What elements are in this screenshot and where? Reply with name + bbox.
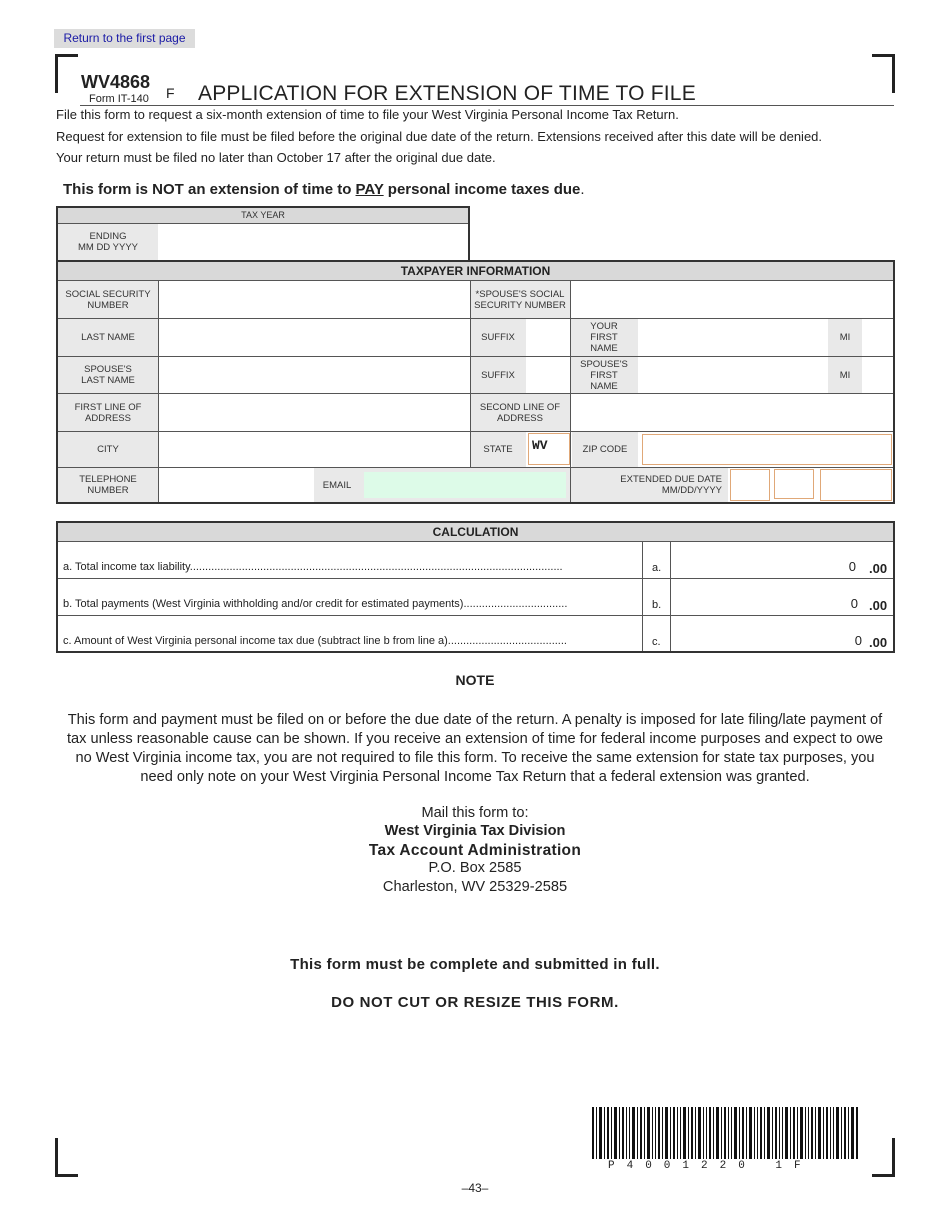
due-date-year-input[interactable]	[820, 469, 892, 501]
calc-line-c-letter: c.	[652, 636, 661, 648]
address1-input[interactable]	[158, 394, 470, 431]
suffix-label: SUFFIX	[470, 319, 526, 356]
calc-line-a-value[interactable]: 0	[848, 559, 856, 574]
spouse-first-name-label: SPOUSE'S FIRST NAME	[570, 357, 638, 393]
corner-mark-bottom-left	[55, 1138, 78, 1177]
corner-mark-top-right	[872, 54, 895, 93]
city-label: CITY	[58, 432, 158, 467]
calc-line-b-cents: .00	[869, 598, 888, 613]
form-title: APPLICATION FOR EXTENSION OF TIME TO FILE	[198, 82, 696, 105]
suffix-input[interactable]	[526, 319, 570, 356]
mi-label: MI	[828, 319, 862, 356]
taxpayer-info-box	[56, 260, 895, 504]
zip-label: ZIP CODE	[572, 432, 638, 467]
telephone-label: TELEPHONE NUMBER	[58, 468, 158, 502]
title-rule	[80, 105, 894, 106]
corner-mark-bottom-right	[872, 1138, 895, 1177]
zip-input[interactable]	[642, 434, 892, 465]
calculation-box	[56, 521, 895, 653]
address1-label: FIRST LINE OF ADDRESS	[58, 394, 158, 431]
intro-line-3: Your return must be filed no later than October 17 after the original due date.	[56, 150, 496, 165]
your-first-name-input[interactable]	[638, 319, 828, 356]
tax-year-box	[56, 206, 470, 262]
tax-year-ending-input[interactable]	[158, 224, 468, 260]
mail-line-4: Charleston, WV 25329-2585	[382, 879, 568, 895]
due-date-month-input[interactable]	[730, 469, 770, 501]
spouse-suffix-input[interactable]	[526, 357, 570, 393]
calc-line-c-cents: .00	[869, 635, 888, 650]
spouse-last-name-input[interactable]	[158, 357, 470, 393]
page-number: –43–	[461, 1181, 489, 1195]
state-input[interactable]: WV	[528, 433, 570, 465]
calc-line-c-text: c. Amount of West Virginia personal income tax due (subtract line b from line a).......................................	[63, 635, 567, 647]
taxpayer-info-header: TAXPAYER INFORMATION	[58, 262, 893, 280]
form-code: WV4868	[81, 72, 151, 92]
last-name-input[interactable]	[158, 319, 470, 356]
complete-notice: This form must be complete and submitted in full.	[290, 956, 660, 973]
mi-input[interactable]	[862, 319, 893, 356]
note-body: This form and payment must be filed on or before the due date of the return. A penalty is imposed for late filing/late payment of tax unless reasonable cause can be shown. If you receive an extension of time for federal income purposes and expect to owe no West Virginia income tax, you are not required to file this form. To receive the same extension for state tax purposes, you need only note on your West Virginia Personal Income Tax Return that a federal extension was granted.	[66, 712, 884, 785]
spouse-suffix-label: SUFFIX	[470, 357, 526, 393]
calc-line-b-letter: b.	[652, 599, 662, 611]
spouse-first-name-input[interactable]	[638, 357, 828, 393]
telephone-input[interactable]	[158, 468, 314, 502]
state-label: STATE	[470, 432, 526, 467]
pay-warning: This form is NOT an extension of time to PAY personal income taxes due.	[63, 181, 585, 198]
spouse-ssn-label: *SPOUSE'S SOCIAL SECURITY NUMBER	[470, 281, 570, 318]
form-subtitle: Form IT-140	[89, 93, 149, 105]
your-first-name-label: YOUR FIRST NAME	[570, 319, 638, 356]
mail-line-3: P.O. Box 2585	[428, 860, 522, 876]
return-first-page-link[interactable]: Return to the first page	[54, 29, 195, 48]
address2-label: SECOND LINE OF ADDRESS	[470, 394, 570, 431]
form-suffix: F	[166, 85, 175, 101]
barcode-icon	[592, 1107, 858, 1159]
calc-line-a-cents: .00	[869, 561, 888, 576]
ssn-label: SOCIAL SECURITY NUMBER	[58, 281, 158, 318]
corner-mark-top-left	[55, 54, 78, 93]
intro-line-1: File this form to request a six-month extension of time to file your West Virginia Personal Income Tax Return.	[56, 107, 679, 122]
barcode-text: P4001220 1F	[608, 1160, 813, 1172]
calc-line-c-value[interactable]: 0	[854, 633, 862, 648]
calc-line-b-text: b. Total payments (West Virginia withholding and/or credit for estimated payments)..................................	[63, 598, 568, 610]
calculation-header: CALCULATION	[58, 523, 893, 541]
spouse-mi-label: MI	[828, 357, 862, 393]
extended-due-date-label: EXTENDED DUE DATE MM/DD/YYYY	[570, 468, 728, 502]
spouse-ssn-input[interactable]	[570, 281, 893, 318]
ssn-input[interactable]	[158, 281, 470, 318]
mail-intro: Mail this form to:	[421, 805, 529, 821]
ending-label: ENDING MM DD YYYY	[58, 224, 158, 260]
mail-line-2: Tax Account Administration	[368, 842, 582, 859]
do-not-cut-notice: DO NOT CUT OR RESIZE THIS FORM.	[331, 994, 619, 1011]
note-title: NOTE	[455, 672, 495, 688]
calc-line-a-letter: a.	[652, 562, 662, 574]
tax-year-header: TAX YEAR	[58, 208, 468, 223]
calc-line-b-value[interactable]: 0	[850, 596, 858, 611]
mail-line-1: West Virginia Tax Division	[384, 823, 566, 839]
email-input[interactable]	[364, 472, 566, 498]
email-cell-bg	[360, 468, 570, 502]
due-date-day-input[interactable]	[774, 469, 814, 499]
email-label: EMAIL	[314, 468, 360, 502]
city-input[interactable]	[158, 432, 470, 467]
spouse-mi-input[interactable]	[862, 357, 893, 393]
intro-line-2: Request for extension to file must be filed before the original due date of the return. Extensions received after this date will be denied.	[56, 129, 823, 144]
calc-line-a-text: a. Total income tax liability..........................................................................................................................	[63, 561, 563, 573]
address2-input[interactable]	[570, 394, 893, 431]
last-name-label: LAST NAME	[58, 319, 158, 356]
spouse-last-name-label: SPOUSE'S LAST NAME	[58, 357, 158, 393]
